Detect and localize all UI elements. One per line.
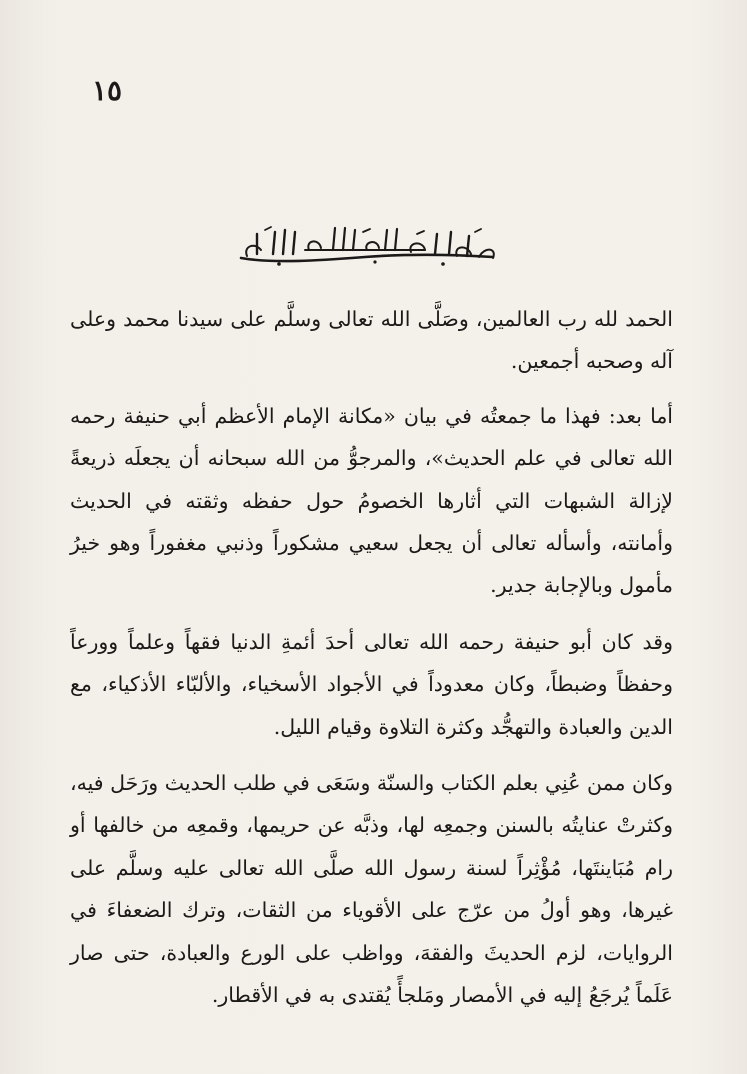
paragraph-introduction: أما بعد: فهذا ما جمعتُه في بيان «مكانة الإمام الأعظم أبي حنيفة رحمه الله تعالى في علم الحديث»، والمرجوُّ من الله سبحانه أن يجعلَه ذريعةً لإزالة الشبهات التي أثارها الخصومُ حول حفظه وثقته في الحديث وأمانته، وأسأله تعالى أن يجعل سعيي مشكوراً وذنبي مغفوراً وهو خيرُ مأمول وبالإجابة جدير.	[70, 403, 673, 598]
paragraph-opening-praise: الحمد لله رب العالمين، وصَلَّى الله تعالى وسلَّم على سيدنا محمد وعلى آله وصحبه أجمعين.	[70, 307, 673, 374]
body-text	[70, 298, 673, 1031]
paragraph-hadith-devotion: وكان ممن عُنِي بعلم الكتاب والسنّة وسَعَى في طلب الحديث ورَحَل فيه، وكثرتْ عنايتُه بالسنن وجمعِه لها، وذبَّه عن حريمها، وقمعِه من خالفها أو رام مُبَاينتَها، مُؤْثِراً لسنة رسول الله صلَّى الله تعالى عليه وسلَّم على غيرها، وهو أولُ من عرّج على الأقوياء من الثقات، وترك الضعفاءَ في الروايات، لزم الحديثَ والفقهَ، وواظب على الورع والعبادة، حتى صار عَلَماً يُرجَعُ إليه في الأمصار ومَلجأً يُقتدى به في الأقطار.	[70, 771, 673, 1008]
page-number: ١٥	[92, 74, 123, 107]
basmala-calligraphy	[235, 224, 500, 268]
paragraph-abu-hanifa-virtues: وقد كان أبو حنيفة رحمه الله تعالى أحدَ أئمةِ الدنيا فقهاً وعلماً وورعاً وحفظاً وضبطاً، وكان معدوداً في الأجواد الأسخياء، والألبّاء الأذكياء، مع الدين والعبادة والتهجُّد وكثرة التلاوة وقيام الليل.	[70, 629, 673, 739]
